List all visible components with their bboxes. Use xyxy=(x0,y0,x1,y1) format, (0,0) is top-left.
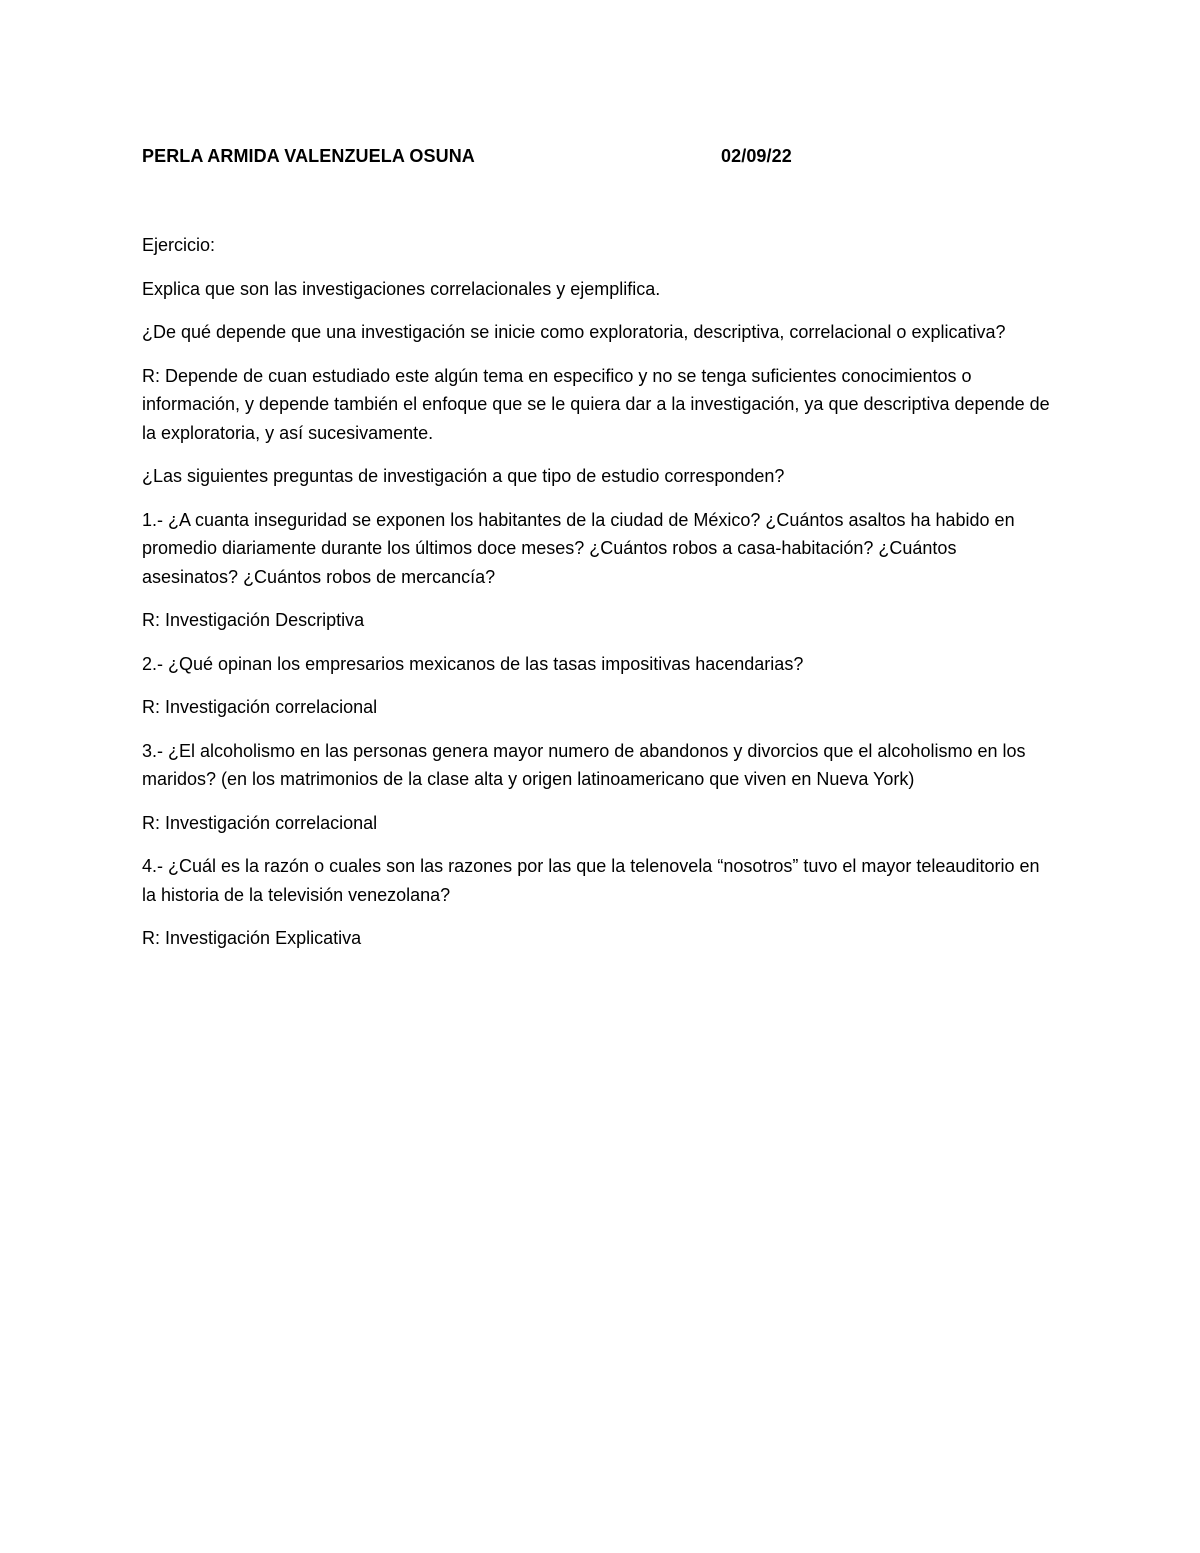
document-header xyxy=(142,146,942,172)
document-body xyxy=(142,231,1054,968)
question-1: 1.- ¿A cuanta inseguridad se exponen los habitantes de la ciudad de México? ¿Cuántos asaltos ha habido en promedio diariamente durante los últimos doce meses? ¿Cuántos robos a casa-habitación? ¿Cuántos asesinatos? ¿Cuántos robos de mercancía? xyxy=(142,509,1015,587)
answer-depends: R: Depende de cuan estudiado este algún tema en especifico y no se tenga suficientes conocimientos o información, y depende también el enfoque que se le quiera dar a la investigación, ya que descriptiva depende de la exploratoria, y así sucesivamente. xyxy=(142,365,1050,443)
question-study-type: ¿Las siguientes preguntas de investigación a que tipo de estudio corresponden? xyxy=(142,466,785,486)
question-4: 4.- ¿Cuál es la razón o cuales son las razones por las que la telenovela “nosotros” tuvo el mayor teleauditorio en la historia de la televisión venezolana? xyxy=(142,856,1040,905)
document-date: 02/09/22 xyxy=(721,146,792,166)
answer-3: R: Investigación correlacional xyxy=(142,812,378,833)
author-name: PERLA ARMIDA VALENZUELA OSUNA xyxy=(142,146,475,166)
answer-4: R: Investigación Explicativa xyxy=(142,928,362,948)
exercise-label: Ejercicio: xyxy=(142,235,216,255)
answer-1: R: Investigación Descriptiva xyxy=(142,610,365,630)
question-3: 3.- ¿El alcoholismo en las personas genera mayor numero de abandonos y divorcios que el alcoholismo en los maridos? (en los matrimonios de la clase alta y origen latinoamericano que viven en Nueva York) xyxy=(142,740,1026,789)
prompt-correlational: Explica que son las investigaciones correlacionales y ejemplifica. xyxy=(142,278,661,299)
answer-2: R: Investigación correlacional xyxy=(142,697,378,717)
question-2: 2.- ¿Qué opinan los empresarios mexicanos de las tasas impositivas hacendarias? xyxy=(142,653,804,674)
question-depends: ¿De qué depende que una investigación se inicie como exploratoria, descriptiva, correlacional o explicativa? xyxy=(142,322,1006,342)
